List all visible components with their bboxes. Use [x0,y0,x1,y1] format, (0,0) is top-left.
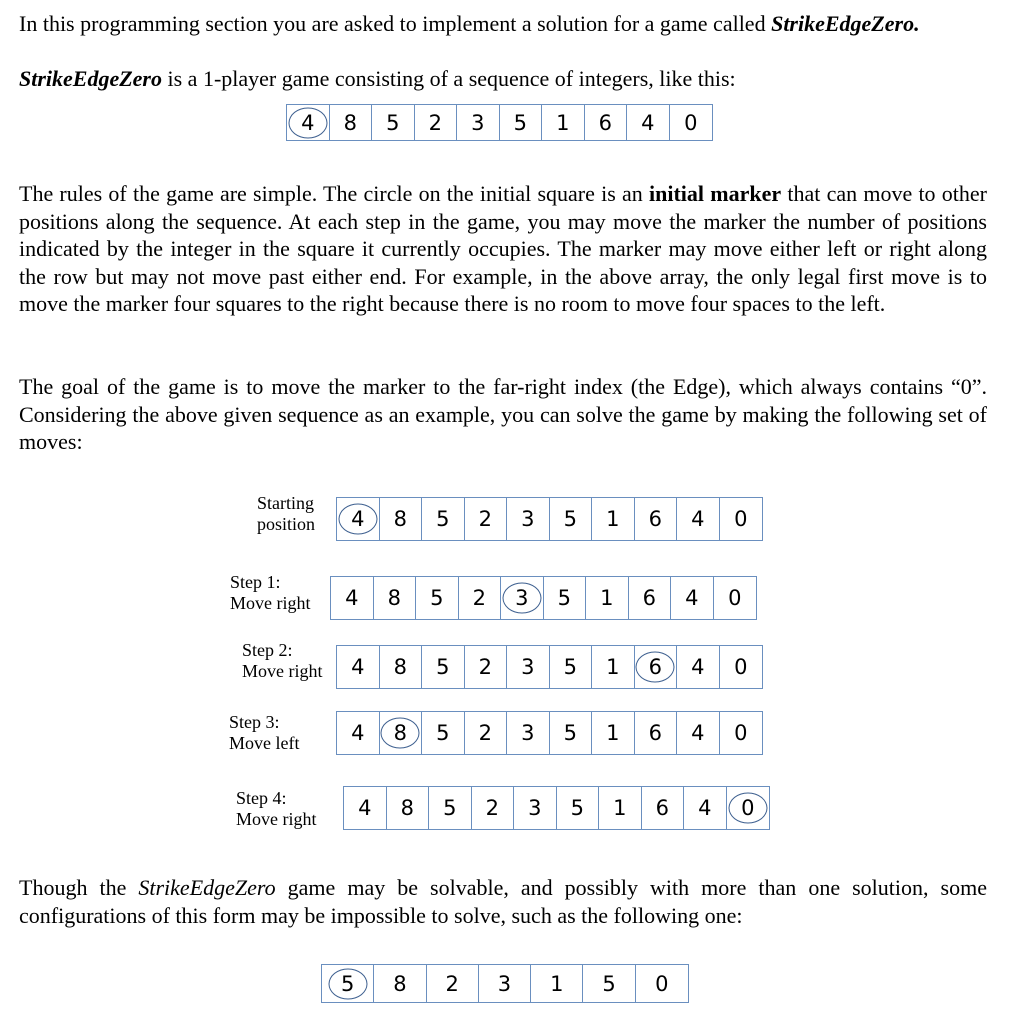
sequence-cell [557,787,600,829]
cell-value: 3 [528,796,542,820]
cell-value: 3 [515,586,529,610]
game-description [19,65,987,93]
sequence-cell [457,105,500,140]
marker-cell [287,105,330,140]
step-label-2: Step 2: Move right [242,640,323,681]
cell-value: 1 [550,971,564,996]
cell-value: 1 [606,655,620,679]
sequence-cell [635,498,678,540]
sequence-cell [586,577,629,619]
sequence-cell [507,712,550,754]
intro-paragraph [19,10,987,38]
unsolvable-text: Though the [19,875,139,900]
sequence-cell [429,787,472,829]
sequence-cell [583,965,635,1002]
rules-paragraph [19,180,987,318]
cell-value: 6 [648,721,662,745]
initial-marker-term: initial marker [649,181,782,206]
sequence-cell [507,498,550,540]
cell-value: 8 [387,586,401,610]
sequence-cell [585,105,628,140]
sequence-cell [531,965,583,1002]
sequence-cell [550,498,593,540]
sequence-cell [415,105,458,140]
goal-paragraph: The goal of the game is to move the marker to the far-right index (the Edge), which always contains “0”. Considering the above given sequence as an example, you can solve the game by making the following set of moves: [19,374,987,454]
cell-value: 2 [445,971,459,996]
sequence-cell [330,105,373,140]
marker-cell [727,787,770,829]
cell-value: 4 [351,721,365,745]
sequence-step-1 [330,576,757,620]
sequence-cell [720,712,763,754]
cell-value: 2 [478,655,492,679]
sequence-cell [671,577,714,619]
cell-value: 5 [430,586,444,610]
cell-value: 5 [557,586,571,610]
example-sequence [286,104,713,141]
sequence-cell [670,105,713,140]
sequence-cell [599,787,642,829]
sequence-cell [380,498,423,540]
step-label-3: Step 3: Move left [229,712,300,753]
cell-value: 8 [393,655,407,679]
sequence-step-4 [343,786,770,830]
cell-value: 1 [556,110,570,135]
sequence-cell [514,787,557,829]
cell-value: 5 [570,796,584,820]
cell-value: 0 [728,586,742,610]
sequence-cell [479,965,531,1002]
cell-value: 5 [513,110,527,135]
cell-value: 6 [655,796,669,820]
cell-value: 6 [648,655,662,679]
cell-value: 1 [606,507,620,531]
cell-value: 5 [386,110,400,135]
sequence-step-2 [336,645,763,689]
cell-value: 4 [301,110,315,135]
sequence-cell [592,498,635,540]
sequence-cell [550,712,593,754]
sequence-cell [472,787,515,829]
marker-cell [322,965,374,1002]
game-name: StrikeEdgeZero [138,875,276,900]
cell-value: 5 [563,507,577,531]
sequence-cell [337,646,380,688]
cell-value: 4 [641,110,655,135]
cell-value: 4 [698,796,712,820]
cell-value: 3 [471,110,485,135]
cell-value: 4 [358,796,372,820]
cell-value: 0 [734,721,748,745]
marker-cell [501,577,544,619]
sequence-cell [677,712,720,754]
cell-value: 2 [478,507,492,531]
sequence-cell [720,646,763,688]
cell-value: 3 [497,971,512,996]
sequence-cell [544,577,587,619]
sequence-cell [465,712,508,754]
sequence-cell [507,646,550,688]
sequence-cell [337,712,380,754]
marker-cell [337,498,380,540]
sequence-cell [387,787,430,829]
unsolvable-paragraph [19,874,987,929]
cell-value: 5 [563,721,577,745]
sequence-cell [542,105,585,140]
cell-value: 8 [393,971,407,996]
intro-text: In this programming section you are asked to implement a solution for a game called [19,11,772,36]
cell-value: 1 [600,586,614,610]
marker-cell [380,712,423,754]
sequence-cell [416,577,459,619]
game-name: StrikeEdgeZero [19,66,162,91]
sequence-step-3 [336,711,763,755]
cell-value: 4 [691,655,705,679]
sequence-cell [550,646,593,688]
sequence-cell [684,787,727,829]
cell-value: 0 [734,507,748,531]
cell-value: 6 [642,586,656,610]
rules-text: The rules of the game are simple. The circle on the initial square is an [19,181,650,206]
sequence-cell [422,498,465,540]
cell-value: 3 [521,721,535,745]
cell-value: 6 [648,507,662,531]
cell-value: 2 [472,586,486,610]
sequence-cell [636,965,688,1002]
cell-value: 2 [478,721,492,745]
sequence-cell [344,787,387,829]
unsolvable-sequence [321,964,689,1003]
unsolvable-text-rest: game may be solvable, and possibly with more than one solution, some configurations of this form may be impossible to solve, such as the following one: [19,875,987,928]
cell-value: 4 [691,507,705,531]
cell-value: 2 [428,110,442,135]
cell-value: 4 [691,721,705,745]
game-name: StrikeEdgeZero. [771,11,920,36]
cell-value: 4 [345,586,359,610]
cell-value: 8 [393,721,407,745]
step-label-start: Starting position [257,493,316,534]
cell-value: 0 [684,110,698,135]
sequence-cell [720,498,763,540]
sequence-cell [380,646,423,688]
sequence-cell [677,646,720,688]
cell-value: 5 [563,655,577,679]
cell-value: 3 [521,507,535,531]
sequence-cell [714,577,757,619]
sequence-cell [422,646,465,688]
sequence-cell [422,712,465,754]
sequence-cell [500,105,543,140]
sequence-cell [592,712,635,754]
sequence-cell [677,498,720,540]
sequence-cell [372,105,415,140]
cell-value: 5 [436,655,450,679]
sequence-cell [465,498,508,540]
cell-value: 5 [436,721,450,745]
cell-value: 8 [400,796,414,820]
cell-value: 4 [685,586,699,610]
cell-value: 4 [351,655,365,679]
step-label-1: Step 1: Move right [230,572,311,613]
cell-value: 0 [734,655,748,679]
cell-value: 2 [485,796,499,820]
sequence-cell [374,965,426,1002]
cell-value: 4 [351,507,365,531]
sequence-cell [374,577,417,619]
cell-value: 5 [340,971,355,996]
sequence-cell [592,646,635,688]
sequence-cell [627,105,670,140]
cell-value: 0 [741,796,755,820]
sequence-cell [427,965,479,1002]
marker-cell [635,646,678,688]
cell-value: 8 [393,507,407,531]
cell-value: 5 [436,507,450,531]
cell-value: 1 [613,796,627,820]
cell-value: 1 [606,721,620,745]
cell-value: 5 [443,796,457,820]
sequence-cell [629,577,672,619]
cell-value: 5 [602,971,616,996]
cell-value: 3 [521,655,535,679]
sequence-cell [331,577,374,619]
sequence-cell [465,646,508,688]
sequence-cell [459,577,502,619]
cell-value: 6 [598,110,612,135]
sequence-starting-position [336,497,763,541]
sequence-cell [642,787,685,829]
sequence-cell [635,712,678,754]
game-description-text: is a 1-player game consisting of a sequence of integers, like this: [162,66,736,91]
cell-value: 0 [655,971,669,996]
cell-value: 8 [343,110,357,135]
step-label-4: Step 4: Move right [236,788,317,829]
rules-text-rest: that can move to other positions along the sequence. At each step in the game, you may move the marker the number of positions indicated by the integer in the square it currently occupies. The marker may move either left or right along the row but may not move past either end. For example, in the above array, the only legal first move is to move the marker four squares to the right because there is no room to move four spaces to the left. [19,181,987,316]
